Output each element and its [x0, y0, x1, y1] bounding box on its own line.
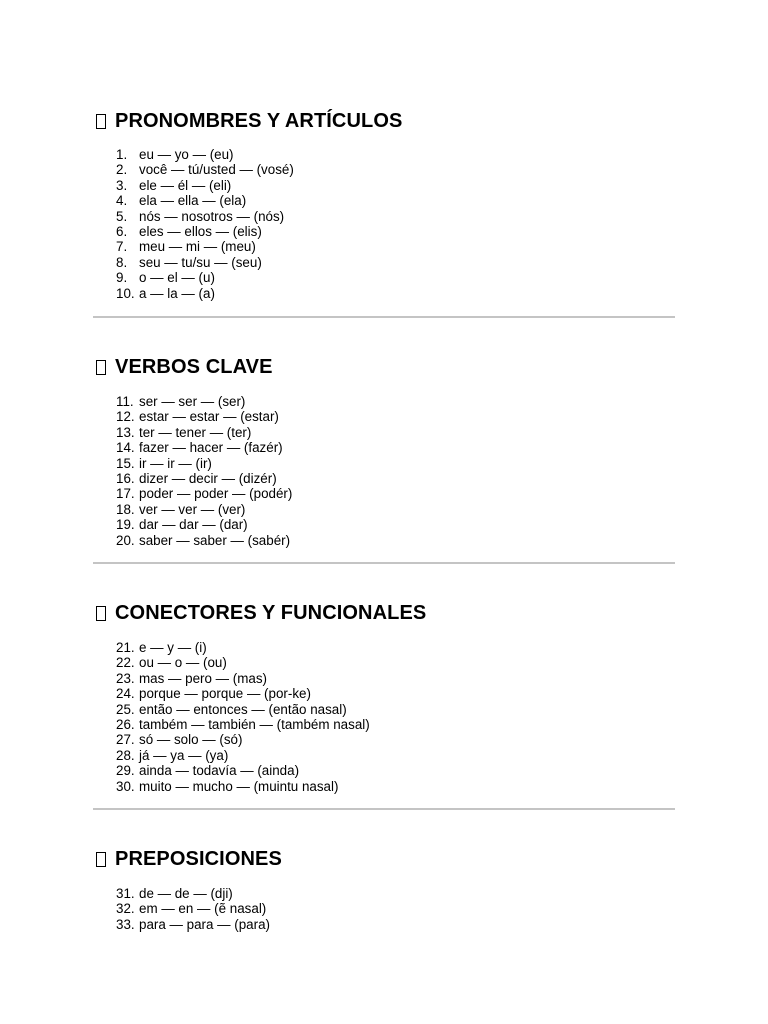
- item-number: 7.: [116, 239, 128, 255]
- section-preposiciones: [94, 846, 675, 872]
- list-item: [116, 178, 294, 193]
- missing-glyph-icon: [96, 114, 106, 129]
- list-item: [116, 162, 294, 177]
- item-number: 28.: [116, 747, 135, 763]
- item-text: você — tú/usted — (vosé): [139, 162, 294, 178]
- list-item: [116, 533, 292, 548]
- section-divider: [93, 562, 675, 564]
- item-number: 13.: [116, 424, 135, 440]
- list-item: [116, 286, 294, 301]
- section-heading: [94, 354, 675, 380]
- item-number: 25.: [116, 701, 135, 717]
- list-item: [116, 717, 370, 732]
- list-item: [116, 255, 294, 270]
- item-text: dar — dar — (dar): [139, 517, 248, 533]
- item-number: 11.: [116, 394, 134, 409]
- item-text: ou — o — (ou): [139, 655, 227, 671]
- section-heading: [94, 600, 675, 626]
- item-text: só — solo — (só): [139, 732, 243, 748]
- list-item: [116, 456, 292, 471]
- list-item: [116, 471, 292, 486]
- list-item: [116, 502, 292, 517]
- item-number: 12.: [116, 409, 135, 425]
- missing-glyph-icon: [96, 606, 106, 621]
- item-text: ainda — todavía — (ainda): [139, 763, 300, 779]
- item-text: então — entonces — (então nasal): [139, 701, 347, 717]
- list-item: [116, 239, 294, 254]
- item-number: 10.: [116, 285, 135, 301]
- list-item: [116, 640, 370, 655]
- item-number: 22.: [116, 655, 135, 671]
- item-number: 14.: [116, 440, 135, 456]
- item-text: seu — tu/su — (seu): [139, 254, 262, 270]
- list-item: [116, 779, 370, 794]
- item-text: ter — tener — (ter): [139, 424, 252, 440]
- item-number: 20.: [116, 532, 135, 548]
- item-number: 19.: [116, 517, 135, 533]
- item-number: 26.: [116, 716, 135, 732]
- item-number: 32.: [116, 901, 135, 917]
- list-item: [116, 193, 294, 208]
- item-number: 1.: [116, 147, 128, 162]
- section-verbos: [94, 354, 675, 380]
- item-number: 30.: [116, 778, 135, 794]
- section-title: VERBOS CLAVE: [115, 356, 273, 378]
- list-item: [116, 655, 370, 670]
- item-number: 24.: [116, 686, 135, 702]
- item-number: 15.: [116, 455, 135, 471]
- list-item: [116, 147, 294, 162]
- section-title: PRONOMBRES Y ARTÍCULOS: [115, 110, 403, 132]
- list-item: [116, 409, 292, 424]
- item-list-verbos: [116, 394, 292, 548]
- item-number: 21.: [116, 640, 135, 655]
- item-text: estar — estar — (estar): [139, 409, 279, 425]
- item-text: poder — poder — (podér): [139, 486, 293, 502]
- item-text: porque — porque — (por-ke): [139, 686, 311, 702]
- item-text: em — en — (ẽ nasal): [139, 901, 267, 917]
- item-number: 16.: [116, 470, 135, 486]
- list-item: [116, 224, 294, 239]
- item-text: eu — yo — (eu): [139, 147, 234, 162]
- item-number: 17.: [116, 486, 135, 502]
- item-number: 33.: [116, 916, 135, 932]
- list-item: [116, 517, 292, 532]
- item-number: 18.: [116, 501, 135, 517]
- section-heading: [94, 108, 675, 134]
- section-title: CONECTORES Y FUNCIONALES: [115, 602, 427, 624]
- list-item: [116, 917, 270, 932]
- item-text: ele — él — (eli): [139, 177, 232, 193]
- item-number: 5.: [116, 208, 128, 224]
- item-number: 31.: [116, 886, 135, 901]
- missing-glyph-icon: [96, 360, 106, 375]
- list-item: [116, 270, 294, 285]
- item-text: fazer — hacer — (fazér): [139, 440, 283, 456]
- item-number: 4.: [116, 193, 128, 209]
- list-item: [116, 901, 270, 916]
- item-text: ser — ser — (ser): [139, 394, 246, 409]
- item-number: 6.: [116, 223, 128, 239]
- item-list-preposiciones: [116, 886, 270, 932]
- section-divider: [93, 316, 675, 318]
- section-pronombres: [94, 108, 675, 134]
- list-item: [116, 671, 370, 686]
- list-item: [116, 440, 292, 455]
- item-text: já — ya — (ya): [139, 747, 229, 763]
- item-list-conectores: [116, 640, 370, 794]
- item-number: 3.: [116, 177, 128, 193]
- item-number: 2.: [116, 162, 128, 178]
- item-text: ir — ir — (ir): [139, 455, 212, 471]
- item-text: mas — pero — (mas): [139, 670, 267, 686]
- list-item: [116, 209, 294, 224]
- list-item: [116, 886, 270, 901]
- item-text: também — también — (também nasal): [139, 716, 370, 732]
- item-number: 9.: [116, 270, 128, 286]
- list-item: [116, 394, 292, 409]
- missing-glyph-icon: [96, 852, 106, 867]
- item-text: eles — ellos — (elis): [139, 223, 262, 239]
- item-text: ela — ella — (ela): [139, 193, 247, 209]
- item-text: saber — saber — (sabér): [139, 532, 291, 548]
- list-item: [116, 732, 370, 747]
- item-number: 27.: [116, 732, 135, 748]
- item-number: 8.: [116, 254, 128, 270]
- item-text: a — la — (a): [139, 285, 215, 301]
- item-text: de — de — (dji): [139, 886, 233, 901]
- item-text: muito — mucho — (muintu nasal): [139, 778, 339, 794]
- section-conectores: [94, 600, 675, 626]
- list-item: [116, 748, 370, 763]
- item-text: o — el — (u): [139, 270, 215, 286]
- list-item: [116, 686, 370, 701]
- section-divider: [93, 808, 675, 810]
- item-number: 29.: [116, 763, 135, 779]
- item-text: para — para — (para): [139, 916, 270, 932]
- section-heading: [94, 846, 675, 872]
- item-text: e — y — (i): [139, 640, 207, 655]
- list-item: [116, 702, 370, 717]
- section-title: PREPOSICIONES: [115, 848, 282, 870]
- item-text: meu — mi — (meu): [139, 239, 256, 255]
- item-text: nós — nosotros — (nós): [139, 208, 285, 224]
- list-item: [116, 763, 370, 778]
- item-list-pronombres: [116, 147, 294, 301]
- item-number: 23.: [116, 670, 135, 686]
- list-item: [116, 425, 292, 440]
- list-item: [116, 486, 292, 501]
- item-text: ver — ver — (ver): [139, 501, 246, 517]
- item-text: dizer — decir — (dizér): [139, 470, 277, 486]
